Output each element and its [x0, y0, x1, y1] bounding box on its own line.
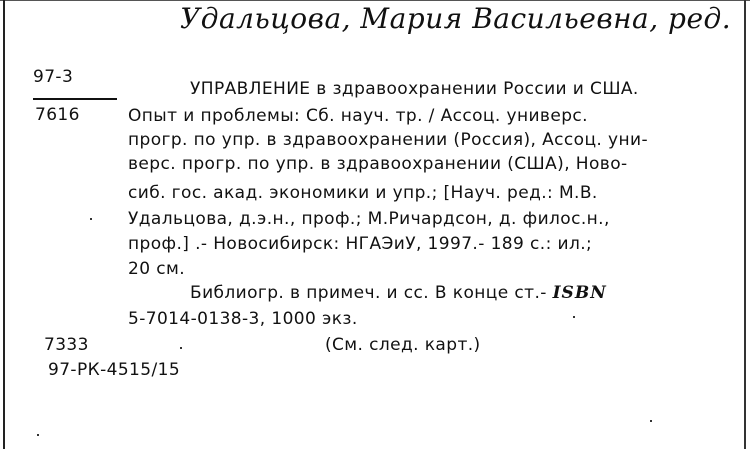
- isbn-line: 5-7014-0138-3, 1000 экз.: [128, 309, 358, 329]
- body-line-8: 20 см.: [128, 259, 186, 279]
- bibliography-note: Библиогр. в примеч. и сс. В конце ст.-: [190, 283, 547, 303]
- body-line-4: верс. прогр. по упр. в здравоохранении (США), Ново-: [128, 154, 628, 174]
- call-number-rule: [33, 98, 117, 100]
- speck: [573, 316, 575, 318]
- body-line-2: Опыт и проблемы: Сб. науч. тр. / Ассоц. универс.: [128, 106, 588, 126]
- call-number-bottom: 7616: [35, 105, 80, 125]
- body-line-5: сиб. гос. акад. экономики и упр.; [Науч. ред.: М.В.: [128, 183, 598, 203]
- speck: [180, 347, 182, 349]
- speck: [650, 420, 652, 422]
- speck: [90, 218, 92, 220]
- card-right-edge: [744, 0, 746, 449]
- speck: [37, 434, 39, 436]
- body-line-6: Удальцова, д.э.н., проф.; М.Ричардсон, д. филос.н.,: [128, 209, 610, 229]
- registration-number: 97-РК-4515/15: [48, 360, 181, 380]
- handwritten-heading: Удальцова, Мария Васильевна, ред.: [180, 2, 732, 35]
- body-line-1: УПРАВЛЕНИЕ в здравоохранении России и США.: [190, 79, 639, 99]
- bibliography-note-line: [190, 284, 607, 303]
- body-line-7: проф.] .- Новосибирск: НГАЭиУ, 1997.- 189 с.: ил.;: [128, 234, 593, 254]
- card-left-edge: [3, 0, 5, 449]
- card-top-edge: [0, 0, 750, 1]
- number-7333: 7333: [44, 335, 89, 355]
- isbn-handwritten: ISBN: [552, 283, 607, 303]
- body-line-3: прогр. по упр. в здравоохранении (Россия), Ассоц. уни-: [128, 130, 648, 150]
- continuation-note: (См. след. карт.): [325, 335, 481, 355]
- call-number-top: 97-3: [33, 67, 74, 87]
